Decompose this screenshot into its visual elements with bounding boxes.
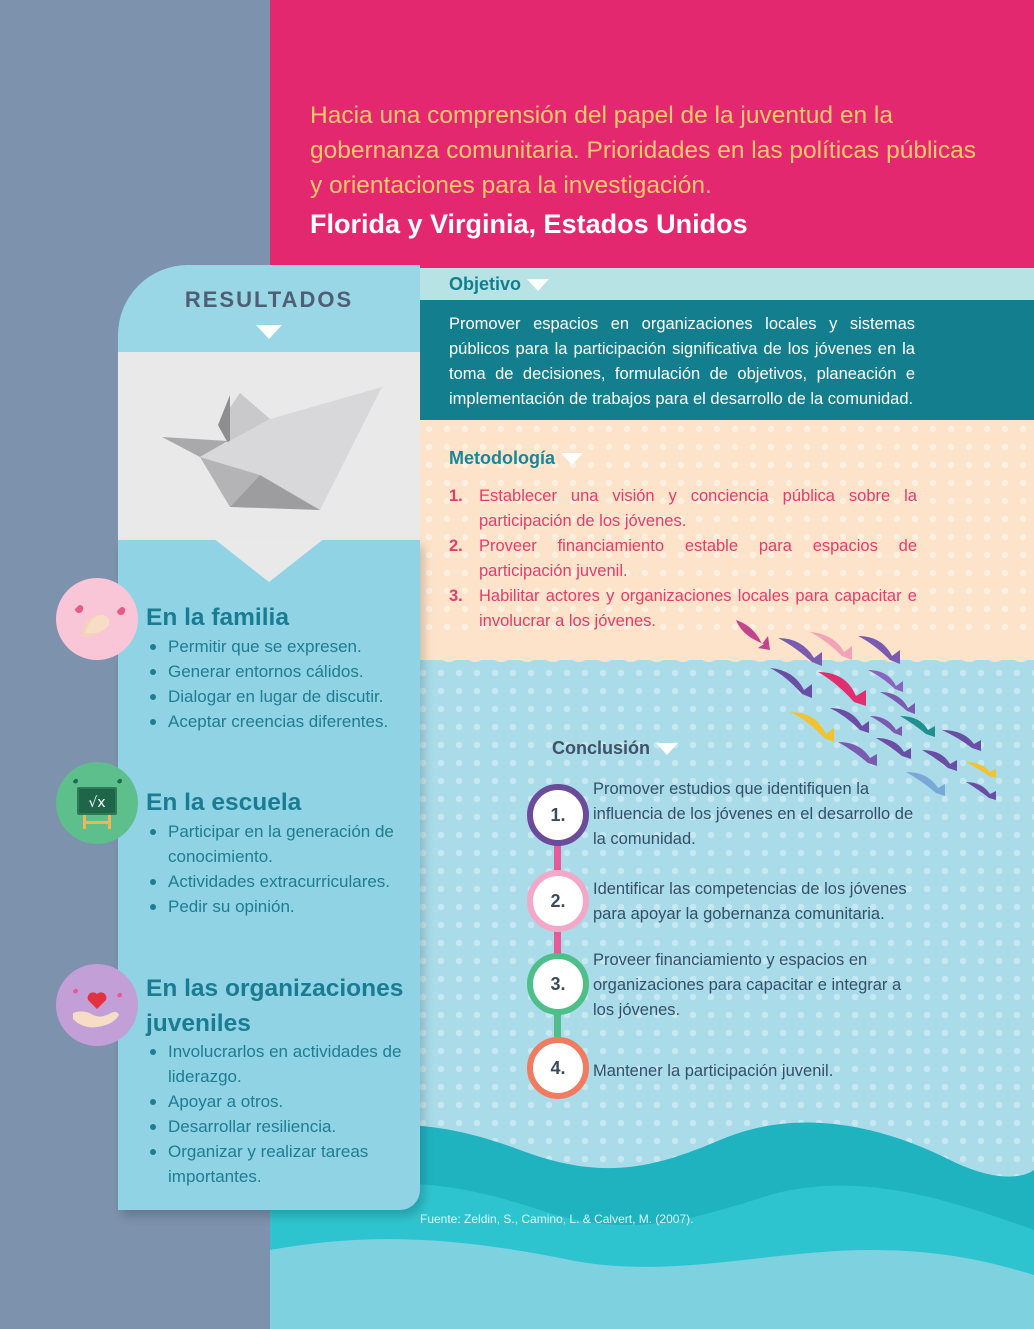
- organizations-icon-circle: [56, 964, 138, 1046]
- fish-icon: [736, 620, 996, 800]
- school-title: En la escuela: [146, 789, 302, 816]
- list-item: Participar en la generación de conocimiento.: [146, 819, 406, 869]
- step-number-3: 3.: [527, 953, 589, 1015]
- organizations-title: En las organizaciones juveniles: [146, 975, 404, 1037]
- chalkboard-icon: [67, 773, 127, 833]
- list-item: Permitir que se expresen.: [146, 634, 406, 659]
- paper-boat-icon: [160, 385, 385, 515]
- step-text-1: Promover estudios que identifiquen la influencia de los jóvenes en el desarrollo de la comunidad.: [593, 780, 914, 848]
- step-connector: [554, 928, 561, 956]
- conclusion-heading: [552, 738, 678, 759]
- list-text: Establecer una visión y conciencia pública sobre la participación de los jóvenes.: [479, 487, 917, 530]
- objective-heading: [449, 274, 549, 295]
- list-item: [449, 534, 917, 584]
- family-title: En la familia: [146, 604, 289, 631]
- hands-hearts-icon: [67, 589, 127, 649]
- list-item: Generar entornos cálidos.: [146, 659, 406, 684]
- list-item: Involucrarlos en actividades de liderazgo.: [146, 1039, 406, 1089]
- list-item: Actividades extracurriculares.: [146, 869, 406, 894]
- step-number-2: 2.: [527, 870, 589, 932]
- caret-down-icon: [527, 279, 549, 291]
- source-citation: Fuente: Zeldin, S., Camino, L. & Calvert, M. (2007).: [420, 1212, 694, 1226]
- list-item: Dialogar en lugar de discutir.: [146, 684, 406, 709]
- list-number: 1.: [449, 487, 463, 505]
- list-item: Desarrollar resiliencia.: [146, 1114, 406, 1139]
- step-number-4: 4.: [527, 1037, 589, 1099]
- school-list: [146, 819, 406, 919]
- page-subtitle: Florida y Virginia, Estados Unidos: [310, 209, 748, 239]
- family-icon-circle: [56, 578, 138, 660]
- school-icon-circle: [56, 762, 138, 844]
- conclusion-heading-label: Conclusión: [552, 738, 650, 758]
- list-text: Habilitar actores y organizaciones locales para capacitar e involucrar a los jóvenes.: [479, 587, 917, 630]
- step-text-4: Mantener la participación juvenil.: [593, 1062, 834, 1080]
- list-item: [449, 484, 917, 534]
- objective-heading-label: Objetivo: [449, 274, 522, 294]
- page-title: Hacia una comprensión del papel de la juventud en la gobernanza comunitaria. Prioridades en las políticas públicas y orientaciones para la investigación.: [310, 102, 976, 199]
- list-item: Organizar y realizar tareas importantes.: [146, 1139, 406, 1189]
- panel-pointer: [118, 538, 420, 586]
- organizations-list: [146, 1039, 406, 1189]
- caret-down-icon: [256, 325, 282, 339]
- list-text: Proveer financiamiento estable para espacios de participación juvenil.: [479, 537, 917, 580]
- step-number-1: 1.: [527, 784, 589, 846]
- list-item: Pedir su opinión.: [146, 894, 406, 919]
- list-item: Aceptar creencias diferentes.: [146, 709, 406, 734]
- list-number: 3.: [449, 587, 463, 605]
- methodology-heading: [449, 448, 583, 469]
- hand-heart-icon: [67, 975, 127, 1035]
- list-number: 2.: [449, 537, 463, 555]
- board-text: √x: [88, 795, 106, 811]
- list-item: Apoyar a otros.: [146, 1089, 406, 1114]
- caret-down-icon: [656, 743, 678, 755]
- step-text-3: Proveer financiamiento y espacios en organizaciones para capacitar e integrar a los jóvenes.: [593, 951, 902, 1019]
- family-list: [146, 634, 406, 734]
- methodology-heading-label: Metodología: [449, 448, 555, 468]
- caret-down-icon: [561, 453, 583, 465]
- results-title: RESULTADOS: [184, 287, 354, 312]
- step-text-2: Identificar las competencias de los jóvenes para apoyar la gobernanza comunitaria.: [593, 880, 907, 923]
- objective-text: Promover espacios en organizaciones locales y sistemas públicos para la participación significativa de los jóvenes en la toma de decisiones, formulación de objetivos, planeación e implementación de trabajos para el desarrollo de la comunidad.: [449, 315, 915, 408]
